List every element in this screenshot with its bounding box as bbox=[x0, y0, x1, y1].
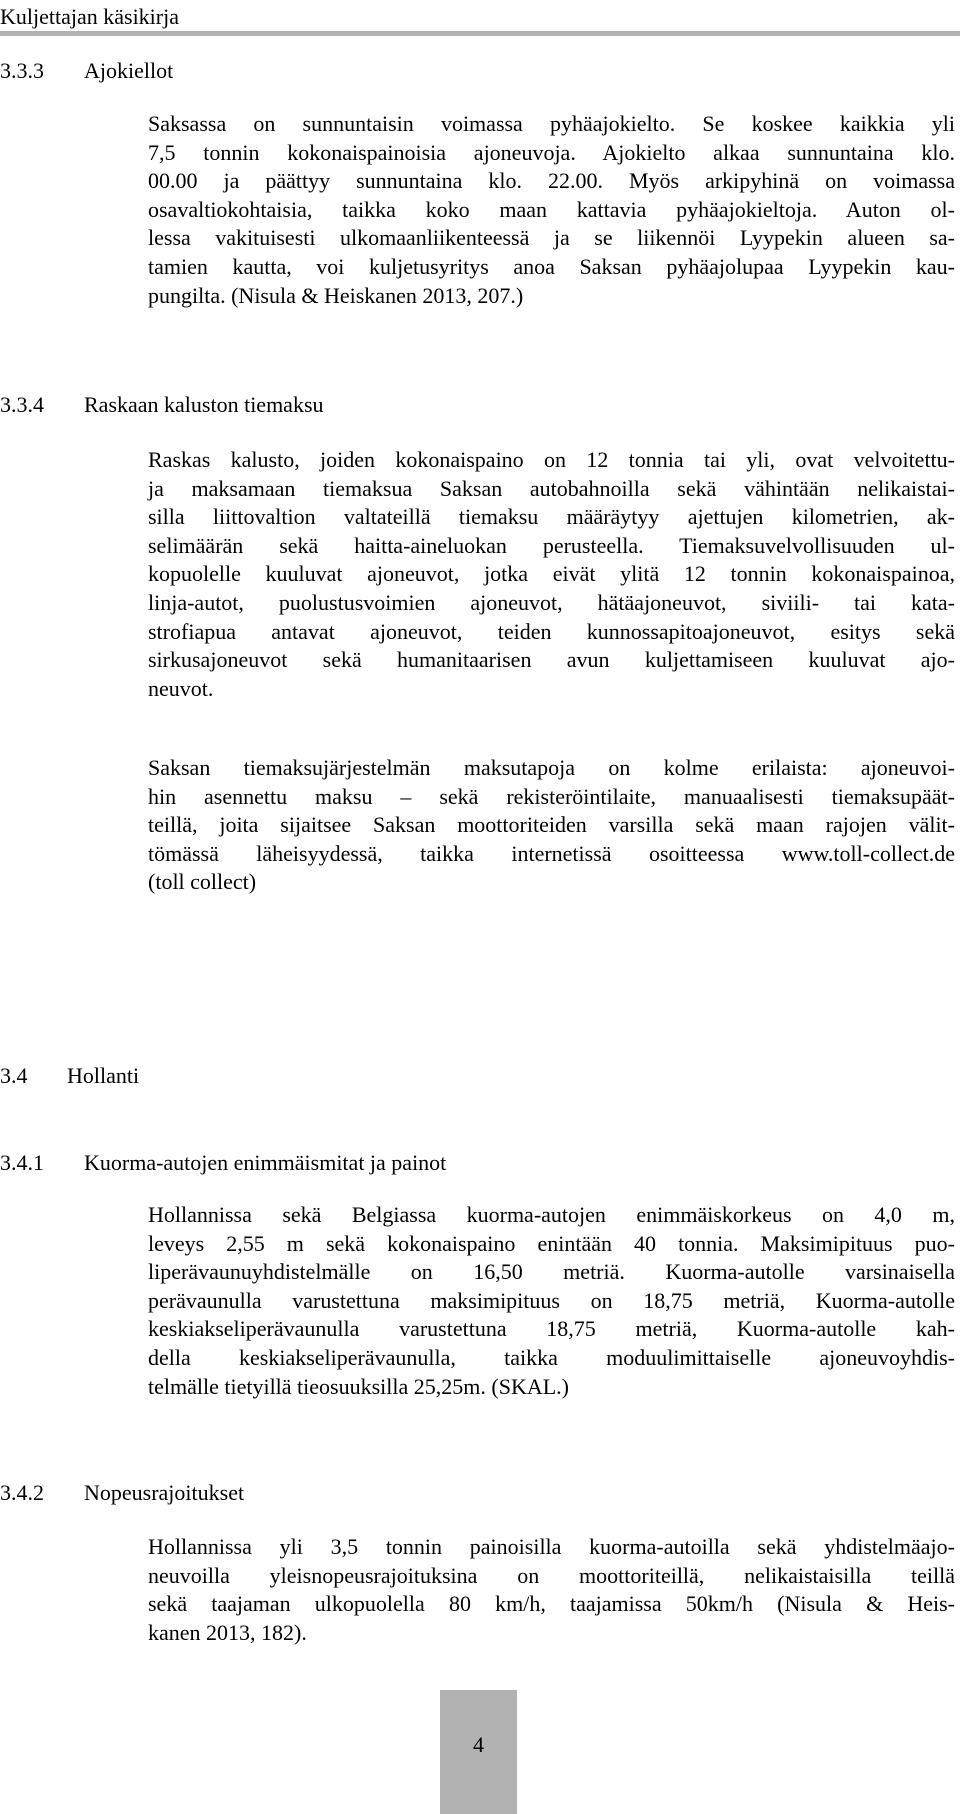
paragraph-line: keskiakseliperävaunulla varustettuna 18,75 metriä, Kuorma-autolle kah- bbox=[148, 1316, 955, 1342]
paragraph-line: sekä taajaman ulkopuolella 80 km/h, taajamissa 50km/h (Nisula & Heis- bbox=[148, 1591, 955, 1617]
paragraph-line: perävaunulla varustettuna maksimipituus on 18,75 metriä, Kuorma-autolle bbox=[148, 1287, 955, 1313]
paragraph-line: liperävaunuyhdistelmälle on 16,50 metriä. Kuorma-autolle varsinaisella bbox=[148, 1259, 955, 1285]
section-title: Ajokiellot bbox=[84, 58, 174, 83]
paragraph-line: neuvot. bbox=[148, 675, 214, 701]
section-number: 3.4 bbox=[0, 1063, 28, 1088]
paragraph-toll-obligation bbox=[148, 446, 955, 703]
paragraph-line: hin asennettu maksu – sekä rekisteröintilaite, manuaalisesti tiemaksupäät- bbox=[148, 783, 955, 809]
paragraph-line: della keskiakseliperävaunulla, taikka moduulimittaiselle ajoneuvoyhdis- bbox=[148, 1344, 955, 1370]
paragraph-line: (toll collect) bbox=[148, 869, 257, 895]
paragraph-line: selimäärän sekä haitta-aineluokan perusteella. Tiemaksuvelvollisuuden ul- bbox=[148, 532, 955, 558]
paragraph-line: lessa vakituisesti ulkomaanliikenteessä ja se liikennöi Lyypekin alueen sa- bbox=[148, 225, 955, 251]
paragraph-line: kanen 2013, 182). bbox=[148, 1619, 307, 1645]
paragraph-line: neuvoilla yleisnopeusrajoituksina on moottoriteillä, nelikaistaisilla teillä bbox=[148, 1562, 955, 1588]
paragraph-line: teillä, joita sijaitsee Saksan moottoriteiden varsilla sekä maan rajojen välit- bbox=[148, 812, 955, 838]
paragraph-toll-payment bbox=[148, 754, 955, 897]
paragraph-line: pungilta. (Nisula & Heiskanen 2013, 207.) bbox=[148, 282, 524, 308]
paragraph-line: linja-autot, puolustusvoimien ajoneuvot, hätäajoneuvot, siviili- tai kata- bbox=[148, 589, 955, 615]
paragraph-line: osavaltiokohtaisia, taikka koko maan kattavia pyhäajokieltoja. Auton ol- bbox=[148, 196, 955, 222]
paragraph-line: tamien kautta, voi kuljetusyritys anoa Saksan pyhäajolupaa Lyypekin kau- bbox=[148, 253, 955, 279]
paragraph-line: strofiapua antavat ajoneuvot, teiden kunnossapitoajoneuvot, esitys sekä bbox=[148, 618, 955, 644]
paragraph-line: Saksan tiemaksujärjestelmän maksutapoja on kolme erilaista: ajoneuvoi- bbox=[148, 755, 955, 780]
paragraph-line: Hollannissa yli 3,5 tonnin painoisilla kuorma-autoilla sekä yhdistelmäajo- bbox=[148, 1534, 955, 1559]
paragraph-dimensions bbox=[148, 1201, 955, 1401]
paragraph-line: silla liittovaltion valtateillä tiemaksu määräytyy ajettujen kilometrien, ak- bbox=[148, 504, 955, 530]
paragraph-line: Saksassa on sunnuntaisin voimassa pyhäajokielto. Se koskee kaikkia yli bbox=[148, 111, 955, 136]
document-title: Kuljettajan käsikirja bbox=[0, 4, 179, 29]
paragraph-driving-bans bbox=[148, 110, 955, 310]
paragraph-line: 00.00 ja päättyy sunnuntaina klo. 22.00. Myös arkipyhinä on voimassa bbox=[148, 168, 955, 194]
header-rule bbox=[0, 31, 960, 36]
paragraph-speed-limits bbox=[148, 1533, 955, 1647]
section-title: Kuorma-autojen enimmäismitat ja painot bbox=[84, 1150, 447, 1175]
section-title: Raskaan kaluston tiemaksu bbox=[84, 392, 324, 417]
page-number: 4 bbox=[473, 1732, 484, 1757]
paragraph-line: Hollannissa sekä Belgiassa kuorma-autojen enimmäiskorkeus on 4,0 m, bbox=[148, 1202, 955, 1227]
section-number: 3.4.2 bbox=[0, 1480, 44, 1505]
page-number-box bbox=[440, 1690, 517, 1814]
paragraph-line: 7,5 tonnin kokonaispainoisia ajoneuvoja. Ajokielto alkaa sunnuntaina klo. bbox=[148, 139, 955, 165]
paragraph-line: leveys 2,55 m sekä kokonaispaino enintään 40 tonnia. Maksimipituus puo- bbox=[148, 1230, 955, 1256]
paragraph-line: kopuolelle kuuluvat ajoneuvot, jotka eivät ylitä 12 tonnin kokonaispainoa, bbox=[148, 561, 955, 587]
paragraph-line: tömässä läheisyydessä, taikka internetissä osoitteessa www.toll-collect.de bbox=[148, 840, 955, 866]
paragraph-line: Raskas kalusto, joiden kokonaispaino on 12 tonnia tai yli, ovat velvoitettu- bbox=[148, 447, 955, 472]
section-title: Nopeusrajoitukset bbox=[84, 1480, 245, 1505]
section-number: 3.4.1 bbox=[0, 1150, 44, 1175]
paragraph-line: sirkusajoneuvot sekä humanitaarisen avun kuljettamiseen kuuluvat ajo- bbox=[148, 647, 955, 673]
section-number: 3.3.4 bbox=[0, 392, 44, 417]
paragraph-line: telmälle tietyillä tieosuuksilla 25,25m. (SKAL.) bbox=[148, 1373, 569, 1399]
paragraph-line: ja maksamaan tiemaksua Saksan autobahnoilla sekä vähintään nelikaistai- bbox=[148, 475, 955, 501]
section-title: Hollanti bbox=[67, 1063, 140, 1088]
section-number: 3.3.3 bbox=[0, 58, 44, 83]
